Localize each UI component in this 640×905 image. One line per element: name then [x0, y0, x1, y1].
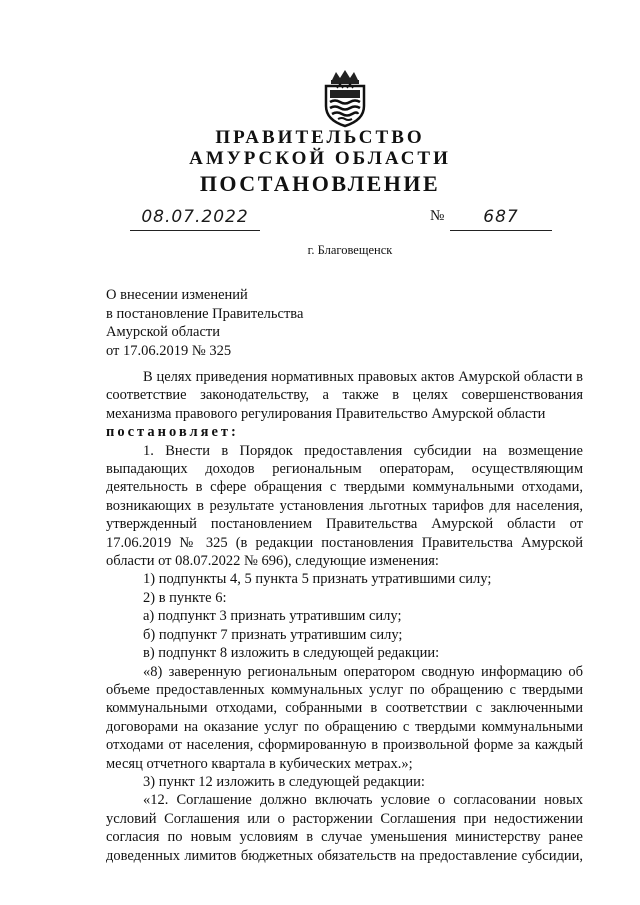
body-line: 17.06.2019 № 325 (в редакции постановления Правительства Амурской — [106, 534, 583, 551]
document-number: 687 — [450, 206, 552, 231]
body-line: объеме предоставленных коммунальных услуг по обращению с твердыми — [106, 681, 583, 698]
document-date: 08.07.2022 — [130, 206, 260, 231]
document-subject — [106, 286, 303, 360]
body-line: согласия по новым условиям в случае уменьшения министерству ранее — [106, 829, 583, 846]
body-line: 2) в пункте 6: — [143, 589, 227, 606]
subject-line: О внесении изменений — [106, 287, 248, 303]
subject-line: в постановление Правительства — [106, 305, 304, 322]
body-line: в) подпункт 8 изложить в следующей редакции: — [143, 645, 440, 662]
document-type: ПОСТАНОВЛЕНИЕ — [199, 171, 441, 196]
body-line: коммунальными отходами, собранными в соответствии с заключенными — [106, 700, 583, 717]
body-line: отходами от населения, сформированную в произвольной форме за каждый — [106, 737, 583, 754]
document-body — [106, 368, 583, 865]
body-line-resolves: постановляет: — [106, 424, 239, 441]
body-line: В целях приведения нормативных правовых актов Амурской области в — [143, 369, 583, 385]
body-line: «8) заверенную региональным оператором сводную информацию об — [143, 663, 583, 680]
body-line: соответствие законодательству, а также в целях совершенствования — [106, 387, 583, 404]
body-line: области от 08.07.2022 № 696), следующие изменения: — [106, 553, 439, 570]
city-name: г. Благовещенск — [307, 243, 393, 257]
subject-line: от 17.06.2019 № 325 — [106, 342, 232, 359]
body-line: доведенных лимитов бюджетных обязательств на предоставление субсидии, — [106, 847, 583, 864]
body-line: а) подпункт 3 признать утратившим силу; — [143, 608, 402, 625]
body-line: деятельность в сфере обращения с твердыми коммунальными отходами, — [106, 479, 583, 496]
body-line: б) подпункт 7 признать утратившим силу; — [143, 626, 403, 643]
body-line: 1. Внести в Порядок предоставления субсидии на возмещение — [143, 442, 583, 459]
region-title: АМУРСКОЙ ОБЛАСТИ — [189, 148, 451, 169]
subject-line: Амурской области — [106, 324, 220, 340]
body-line: месяц отчетного квартала в кубических метрах.»; — [106, 755, 413, 772]
body-line: механизма правового регулирования Правительство Амурской области — [106, 405, 546, 422]
body-line: 3) пункт 12 изложить в следующей редакции: — [143, 773, 425, 790]
body-line: выпадающих доходов региональным операторам, осуществляющим — [106, 461, 583, 478]
government-title: ПРАВИТЕЛЬСТВО — [215, 127, 425, 148]
body-line: 1) подпункты 4, 5 пункта 5 признать утратившими силу; — [143, 571, 492, 588]
body-line: утвержденный постановлением Правительства Амурской области от — [106, 516, 583, 533]
body-line: «12. Соглашение должно включать условие о согласовании новых — [143, 792, 583, 809]
body-line: договорами на оказание услуг по обращению с твердыми коммунальными — [106, 718, 583, 735]
body-line: условий Соглашения или о расторжении Соглашения при недостижении — [106, 810, 583, 827]
body-line: возникающих в результате установления льготных тарифов для населения, — [106, 497, 583, 514]
coat-of-arms-icon — [322, 68, 368, 128]
number-label: № — [430, 208, 445, 224]
